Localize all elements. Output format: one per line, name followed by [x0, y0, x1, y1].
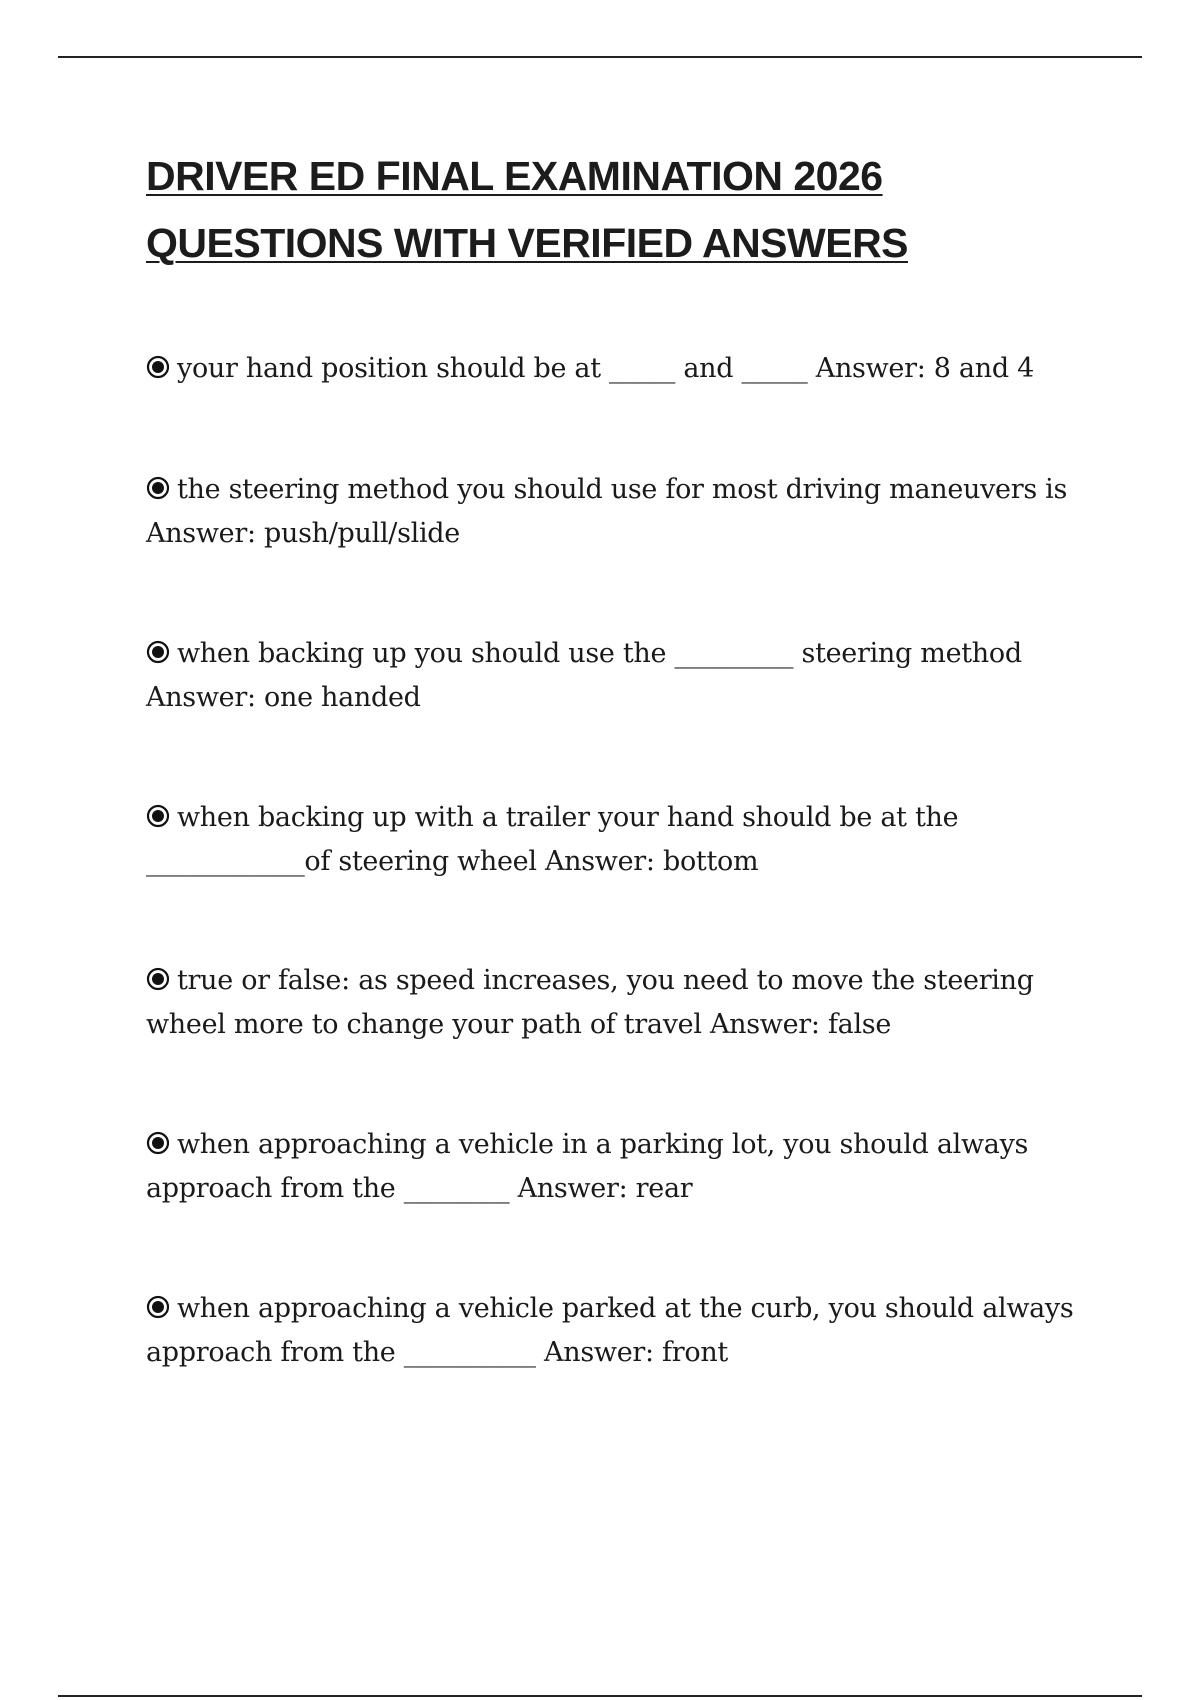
radio-bullet-icon — [146, 640, 170, 664]
qa-text: your hand position should be at _____ and _____ Answer: 8 and 4 — [177, 353, 1034, 384]
bottom-divider — [58, 1695, 1142, 1697]
radio-bullet-icon — [146, 355, 170, 379]
document-title — [146, 143, 1106, 277]
qa-text: when backing up with a trailer your hand should be at the ____________of steering wheel Answer: bottom — [146, 802, 959, 877]
qa-item — [146, 796, 1106, 884]
title-line-2: QUESTIONS WITH VERIFIED ANSWERS — [146, 220, 909, 266]
qa-item — [146, 468, 1106, 556]
document-body — [146, 143, 1106, 1368]
radio-bullet-icon — [146, 804, 170, 828]
qa-item — [146, 959, 1106, 1047]
qa-text: the steering method you should use for most driving maneuvers is Answer: push/pull/slide — [146, 474, 1068, 549]
radio-bullet-icon — [146, 1131, 170, 1155]
qa-text: when approaching a vehicle parked at the curb, you should always approach from the __________ Answer: front — [146, 1293, 1074, 1368]
radio-bullet-icon — [146, 967, 170, 991]
qa-item — [146, 347, 1106, 391]
radio-bullet-icon — [146, 476, 170, 500]
title-line-1: DRIVER ED FINAL EXAMINATION 2026 — [146, 153, 883, 199]
qa-item — [146, 1123, 1106, 1211]
qa-item — [146, 1287, 1106, 1375]
qa-text: true or false: as speed increases, you need to move the steering wheel more to change your path of travel Answer: false — [146, 965, 1034, 1040]
qa-text: when approaching a vehicle in a parking lot, you should always approach from the ________ Answer: rear — [146, 1129, 1029, 1204]
radio-bullet-icon — [146, 1295, 170, 1319]
top-divider — [58, 56, 1142, 58]
qa-item — [146, 632, 1106, 720]
qa-text: when backing up you should use the _________ steering method Answer: one handed — [146, 638, 1022, 713]
